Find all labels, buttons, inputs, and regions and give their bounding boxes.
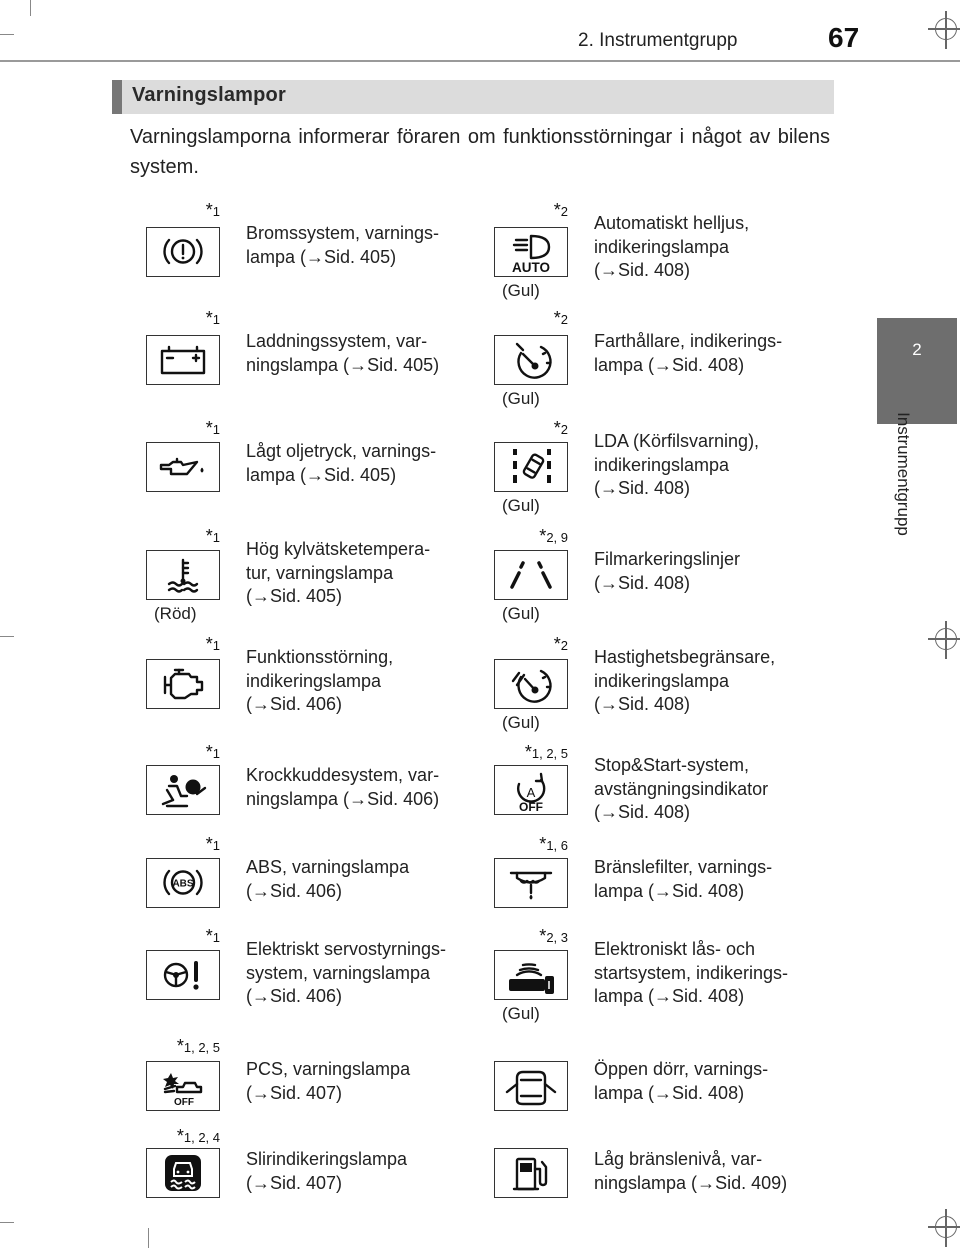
engine-icon: [147, 660, 219, 707]
arrow-icon: →: [252, 1082, 270, 1103]
footnote-marker: *1, 6: [539, 834, 568, 854]
description-text: indikeringslampa: [594, 670, 730, 691]
crop-mark: [30, 0, 31, 16]
description-line: [246, 1058, 474, 1082]
description-text: ningslampa (: [246, 788, 350, 809]
description-text: Öppen dörr, varnings-: [594, 1059, 769, 1079]
description-line: [594, 693, 822, 717]
section-accent: [112, 80, 122, 114]
page-reference-link[interactable]: Sid. 408): [618, 260, 691, 280]
description-text: Slirindikeringslampa: [246, 1149, 408, 1169]
page-reference-link[interactable]: Sid. 408): [672, 354, 745, 375]
arrow-icon: →: [600, 260, 618, 280]
description-line: [594, 477, 822, 501]
footnote-marker: *2: [553, 200, 568, 220]
svg-text:OFF: OFF: [174, 1097, 194, 1108]
description-text: PCS, varningslampa: [246, 1059, 411, 1079]
indicator-icon-box: [146, 1061, 220, 1111]
warning-lamp-entry: [146, 416, 496, 526]
warning-lamp-entry: [146, 524, 496, 634]
description-line: [246, 440, 474, 464]
warning-lamp-entry: [146, 1124, 496, 1234]
description-text: Filmarkeringslinjer: [594, 549, 741, 569]
description-line: [594, 548, 822, 572]
arrow-icon: →: [306, 464, 325, 485]
description-line: [594, 330, 822, 354]
lamp-color-label: (Gul): [502, 281, 540, 300]
warning-lamp-entry: [494, 306, 844, 416]
description-line: [594, 454, 822, 478]
lamp-description: [246, 764, 474, 811]
arrow-icon: →: [654, 1082, 673, 1103]
description-text: lampa (: [594, 354, 655, 375]
lamp-description: [594, 330, 822, 377]
description-text: Lågt oljetryck, varnings-: [246, 441, 437, 461]
crop-mark: [0, 34, 14, 35]
arrow-icon: →: [252, 880, 270, 901]
description-line: [594, 938, 822, 962]
indicator-icon-box: [146, 858, 220, 908]
arrow-icon: →: [349, 788, 368, 809]
description-line: [594, 1172, 822, 1196]
svg-text:AUTO: AUTO: [511, 260, 551, 275]
indicator-icon-box: [494, 550, 568, 600]
abs-icon: [147, 859, 219, 906]
footnote-marker: *1: [205, 308, 220, 328]
description-text: system, varningslampa: [246, 962, 431, 983]
auto-headlight-icon: [495, 228, 567, 275]
page-reference-link[interactable]: Sid. 406): [270, 694, 343, 714]
footnote-marker: *2: [553, 308, 568, 328]
lamp-description: [246, 646, 474, 717]
chapter-title: 2. Instrumentgrupp: [578, 30, 738, 51]
description-line: [246, 856, 474, 880]
lamp-description: [594, 212, 822, 283]
pcs-off-icon: [147, 1062, 219, 1109]
lamp-description: [594, 1148, 822, 1195]
description-line: [246, 670, 474, 694]
footnote-marker: *1, 2, 4: [176, 1126, 220, 1146]
warning-lamp-entry: [494, 632, 844, 742]
page-reference-link[interactable]: Sid. 407): [270, 1082, 343, 1103]
page-reference-link[interactable]: Sid. 405): [270, 586, 343, 606]
description-line: [246, 788, 474, 812]
coolant-temperature-icon: [147, 551, 219, 598]
slip-indicator-icon: [147, 1149, 219, 1196]
footnote-marker: *1, 2, 5: [176, 1036, 220, 1056]
oil-can-icon: [147, 443, 219, 490]
arrow-icon: →: [600, 694, 618, 714]
lamp-color-label: (Röd): [154, 604, 197, 623]
warning-lamp-entry: [494, 198, 844, 308]
description-text: Låg bränslenivå, var-: [594, 1149, 763, 1169]
arrow-icon: →: [654, 354, 673, 375]
registration-mark: [935, 18, 957, 40]
indicator-icon-box: [146, 442, 220, 492]
description-line: [594, 354, 822, 378]
crop-mark: [0, 1222, 14, 1223]
indicator-icon-box: [494, 442, 568, 492]
lamp-description: [594, 856, 822, 903]
description-text: (: [246, 986, 252, 1006]
crop-mark: [0, 636, 14, 637]
description-line: [594, 754, 822, 778]
description-text: lampa (: [246, 246, 307, 267]
arrow-icon: →: [349, 354, 368, 375]
indicator-icon-box: [494, 858, 568, 908]
description-text: Bränslefilter, varnings-: [594, 857, 773, 877]
description-text: lampa (: [594, 986, 655, 1006]
description-line: [594, 856, 822, 880]
description-text: LDA (Körfilsvarning),: [594, 431, 760, 451]
description-text: (: [246, 1172, 252, 1193]
description-text: indikeringslampa: [246, 670, 382, 691]
description-text: Laddningssystem, var-: [246, 331, 428, 351]
arrow-icon: →: [252, 986, 270, 1006]
description-text: lampa (: [594, 1082, 655, 1103]
description-text: Funktionsstörning,: [246, 647, 394, 667]
page-reference-link[interactable]: Sid. 408): [618, 694, 691, 714]
description-text: lampa (: [594, 880, 655, 901]
speed-limiter-icon: [495, 660, 567, 707]
description-line: [246, 1148, 474, 1172]
registration-mark: [935, 1216, 957, 1238]
arrow-icon: →: [252, 1172, 270, 1193]
description-text: Hastighetsbegränsare,: [594, 647, 776, 667]
page-reference-link[interactable]: Sid. 409): [715, 1172, 788, 1193]
arrow-icon: →: [654, 986, 673, 1006]
description-text: (: [594, 260, 600, 280]
arrow-icon: →: [600, 572, 618, 593]
page-reference-link[interactable]: Sid. 408): [618, 802, 691, 822]
description-text: (: [594, 478, 600, 498]
description-text: (: [246, 1082, 252, 1103]
description-line: [594, 1148, 822, 1172]
description-line: [246, 562, 474, 586]
warning-lamp-entry: [146, 198, 496, 308]
page-reference-link[interactable]: Sid. 406): [270, 986, 343, 1006]
footnote-marker: *1: [205, 634, 220, 654]
description-line: [246, 1172, 474, 1196]
arrow-icon: →: [252, 586, 270, 606]
footnote-marker: *2, 9: [539, 526, 568, 546]
section-heading: [112, 80, 834, 114]
brake-warning-icon: [147, 228, 219, 275]
guide-lines-icon: [495, 551, 567, 598]
indicator-icon-box: [494, 335, 568, 385]
description-line: [594, 430, 822, 454]
footnote-marker: *1, 2, 5: [524, 742, 568, 762]
page-reference-link[interactable]: Sid. 408): [618, 572, 691, 593]
warning-lamp-entry: [146, 924, 496, 1034]
description-line: [594, 572, 822, 596]
description-line: [246, 222, 474, 246]
description-line: [594, 259, 822, 283]
lamp-description: [594, 548, 822, 595]
smart-key-icon: [495, 951, 567, 998]
description-line: [246, 962, 474, 986]
indicator-icon-box: [494, 227, 568, 277]
description-text: (: [246, 880, 252, 901]
description-text: Stop&Start-system,: [594, 755, 750, 775]
description-line: [246, 585, 474, 609]
lane-departure-icon: [495, 443, 567, 490]
description-text: (: [246, 694, 252, 714]
description-text: Automatiskt helljus,: [594, 213, 750, 233]
description-line: [246, 938, 474, 962]
low-fuel-icon: [495, 1149, 567, 1196]
svg-text:A: A: [526, 785, 536, 800]
description-line: [246, 646, 474, 670]
page-reference-link[interactable]: Sid. 405): [367, 354, 440, 375]
indicator-icon-box: [146, 765, 220, 815]
indicator-icon-box: [494, 1148, 568, 1198]
page-reference-link[interactable]: Sid. 405): [324, 464, 397, 485]
side-tab-label: [888, 400, 918, 560]
description-line: [246, 464, 474, 488]
side-tab-label-text: Instrumentgrupp: [894, 412, 913, 536]
warning-lamp-entry: [146, 306, 496, 416]
arrow-icon: →: [697, 1172, 716, 1193]
arrow-icon: →: [306, 246, 325, 267]
description-line: [246, 985, 474, 1009]
description-line: [594, 212, 822, 236]
indicator-icon-box: [146, 335, 220, 385]
lamp-description: [594, 430, 822, 501]
description-text: Hög kylvätsketempera-: [246, 539, 431, 559]
description-line: [246, 246, 474, 270]
description-line: [594, 646, 822, 670]
lamp-description: [246, 538, 474, 609]
description-text: Elektriskt servostyrnings-: [246, 939, 447, 959]
footnote-marker: *1: [205, 742, 220, 762]
lamp-description: [246, 1148, 474, 1195]
description-line: [246, 693, 474, 717]
description-text: Elektroniskt lås- och: [594, 939, 756, 959]
page-reference-link[interactable]: Sid. 406): [367, 788, 440, 809]
indicator-icon-box: [146, 950, 220, 1000]
lamp-color-label: (Gul): [502, 1004, 540, 1023]
svg-text:OFF: OFF: [519, 800, 543, 813]
footnote-marker: *2: [553, 634, 568, 654]
arrow-icon: →: [600, 478, 618, 498]
description-text: lampa (: [246, 464, 307, 485]
fuel-filter-icon: [495, 859, 567, 906]
footnote-marker: *1: [205, 926, 220, 946]
footnote-marker: *1: [205, 200, 220, 220]
indicator-icon-box: [146, 550, 220, 600]
description-text: indikeringslampa: [594, 454, 730, 475]
footnote-marker: *2, 3: [539, 926, 568, 946]
indicator-icon-box: [494, 659, 568, 709]
lamp-description: [594, 1058, 822, 1105]
page-reference-link[interactable]: Sid. 406): [270, 880, 343, 901]
description-line: [594, 670, 822, 694]
description-text: ningslampa (: [594, 1172, 698, 1193]
stop-start-off-icon: [495, 766, 567, 813]
lamp-color-label: (Gul): [502, 496, 540, 515]
description-text: (: [594, 694, 600, 714]
description-text: (: [594, 572, 600, 593]
description-line: [246, 354, 474, 378]
arrow-icon: →: [600, 802, 618, 822]
description-line: [594, 962, 822, 986]
description-line: [246, 330, 474, 354]
description-line: [594, 801, 822, 825]
indicator-icon-box: [146, 1148, 220, 1198]
indicator-icon-box: [494, 950, 568, 1000]
description-line: [246, 880, 474, 904]
header-rule: [0, 60, 960, 62]
footnote-marker: *2: [553, 418, 568, 438]
lamp-description: [246, 1058, 474, 1105]
warning-lamp-entry: [146, 632, 496, 742]
page-reference-link[interactable]: Sid. 408): [618, 478, 691, 498]
warning-lamp-entry: [494, 1124, 844, 1234]
arrow-icon: →: [252, 694, 270, 714]
intro-paragraph: Varningslamporna informerar föraren om funktionsstörningar i något av bilens system.: [130, 126, 830, 178]
description-text: avstängningsindikator: [594, 778, 769, 799]
page-reference-link[interactable]: Sid. 408): [672, 880, 745, 901]
lamp-description: [594, 754, 822, 825]
lamp-description: [246, 440, 474, 487]
description-line: [594, 778, 822, 802]
indicator-icon-box: [146, 227, 220, 277]
warning-lamp-entry: [494, 524, 844, 634]
description-text: Bromssystem, varnings-: [246, 223, 440, 243]
section-title: Varningslampor: [132, 84, 286, 106]
description-line: [246, 1082, 474, 1106]
lamp-color-label: (Gul): [502, 604, 540, 623]
description-text: Krockkuddesystem, var-: [246, 765, 440, 785]
battery-icon: [147, 336, 219, 383]
page-reference-link[interactable]: Sid. 405): [324, 246, 397, 267]
footnote-marker: *1: [205, 526, 220, 546]
lamp-description: [246, 856, 474, 903]
description-line: [594, 1082, 822, 1106]
page-reference-link[interactable]: Sid. 407): [270, 1172, 343, 1193]
description-text: Farthållare, indikerings-: [594, 331, 783, 351]
indicator-icon-box: [146, 659, 220, 709]
description-line: [594, 1058, 822, 1082]
page-number: 67: [828, 22, 860, 53]
lamp-description: [594, 938, 822, 1009]
page-reference-link[interactable]: Sid. 408): [672, 1082, 745, 1103]
description-line: [594, 236, 822, 260]
description-text: startsystem, indikerings-: [594, 962, 789, 983]
footnote-marker: *1: [205, 418, 220, 438]
cruise-control-icon: [495, 336, 567, 383]
description-line: [594, 985, 822, 1009]
side-tab-number: 2: [912, 340, 922, 359]
description-text: (: [246, 586, 252, 606]
footnote-marker: *1: [205, 834, 220, 854]
description-text: indikeringslampa: [594, 236, 730, 257]
warning-lamp-entry: [494, 924, 844, 1034]
description-line: [246, 764, 474, 788]
warning-lamp-entry: [494, 416, 844, 526]
svg-text:ABS: ABS: [172, 878, 194, 890]
description-text: (: [594, 802, 600, 822]
registration-mark: [935, 628, 957, 650]
power-steering-icon: [147, 951, 219, 998]
description-line: [594, 880, 822, 904]
indicator-icon-box: [494, 1061, 568, 1111]
description-line: [246, 538, 474, 562]
description-text: ABS, varningslampa: [246, 857, 410, 877]
lamp-color-label: (Gul): [502, 389, 540, 408]
lamp-description: [246, 330, 474, 377]
description-text: tur, varningslampa: [246, 562, 394, 583]
open-door-icon: [495, 1062, 567, 1109]
lamp-color-label: (Gul): [502, 713, 540, 732]
lamp-description: [246, 938, 474, 1009]
page-reference-link[interactable]: Sid. 408): [672, 986, 745, 1006]
lamp-description: [246, 222, 474, 269]
airbag-icon: [147, 766, 219, 813]
arrow-icon: →: [654, 880, 673, 901]
indicator-icon-box: [494, 765, 568, 815]
description-text: ningslampa (: [246, 354, 350, 375]
lamp-description: [594, 646, 822, 717]
